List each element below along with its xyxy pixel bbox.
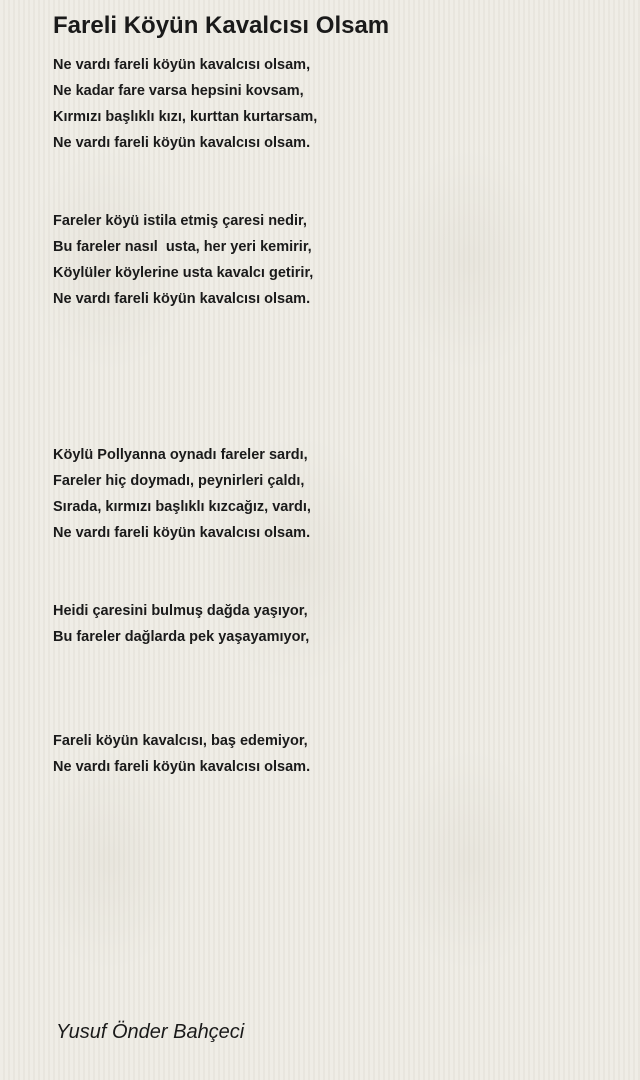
poem-line: Bu fareler nasıl usta, her yeri kemirir, — [53, 239, 312, 255]
poem-title: Fareli Köyün Kavalcısı Olsam — [53, 12, 390, 39]
poem-line: Ne kadar fare varsa hepsini kovsam, — [53, 83, 304, 99]
poem-author: Yusuf Önder Bahçeci — [56, 1021, 245, 1043]
poem-line: Ne vardı fareli köyün kavalcısı olsam, — [53, 57, 311, 73]
poem-line: Bu fareler dağlarda pek yaşayamıyor, — [53, 629, 310, 645]
stanza-spacer — [53, 546, 613, 598]
poem-line: Ne vardı fareli köyün kavalcısı olsam. — [53, 759, 311, 775]
poem-line: Köylü Pollyanna oynadı fareler sardı, — [53, 447, 308, 463]
stanza-2 — [53, 208, 613, 312]
stanza-3 — [53, 442, 613, 546]
poem-line: Heidi çaresini bulmuş dağda yaşıyor, — [53, 603, 308, 619]
stanza-5 — [53, 728, 613, 780]
poem-line: Fareli köyün kavalcısı, baş edemiyor, — [53, 733, 308, 749]
poem-line: Köylüler köylerine usta kavalcı getirir, — [53, 265, 314, 281]
stanza-spacer — [53, 156, 613, 208]
stanza-1 — [53, 52, 613, 156]
stanza-spacer — [53, 650, 613, 728]
poem-line: Ne vardı fareli köyün kavalcısı olsam. — [53, 525, 311, 541]
poem-line: Sırada, kırmızı başlıklı kızcağız, vardı, — [53, 499, 311, 515]
poem-line: Fareler köyü istila etmiş çaresi nedir, — [53, 213, 307, 229]
stanza-4 — [53, 598, 613, 650]
poem-line: Kırmızı başlıklı kızı, kurttan kurtarsam, — [53, 109, 318, 125]
stanza-spacer — [53, 312, 613, 442]
poem-line: Ne vardı fareli köyün kavalcısı olsam. — [53, 291, 311, 307]
poem-body — [53, 52, 613, 780]
poem-line: Fareler hiç doymadı, peynirleri çaldı, — [53, 473, 305, 489]
poem-line: Ne vardı fareli köyün kavalcısı olsam. — [53, 135, 311, 151]
